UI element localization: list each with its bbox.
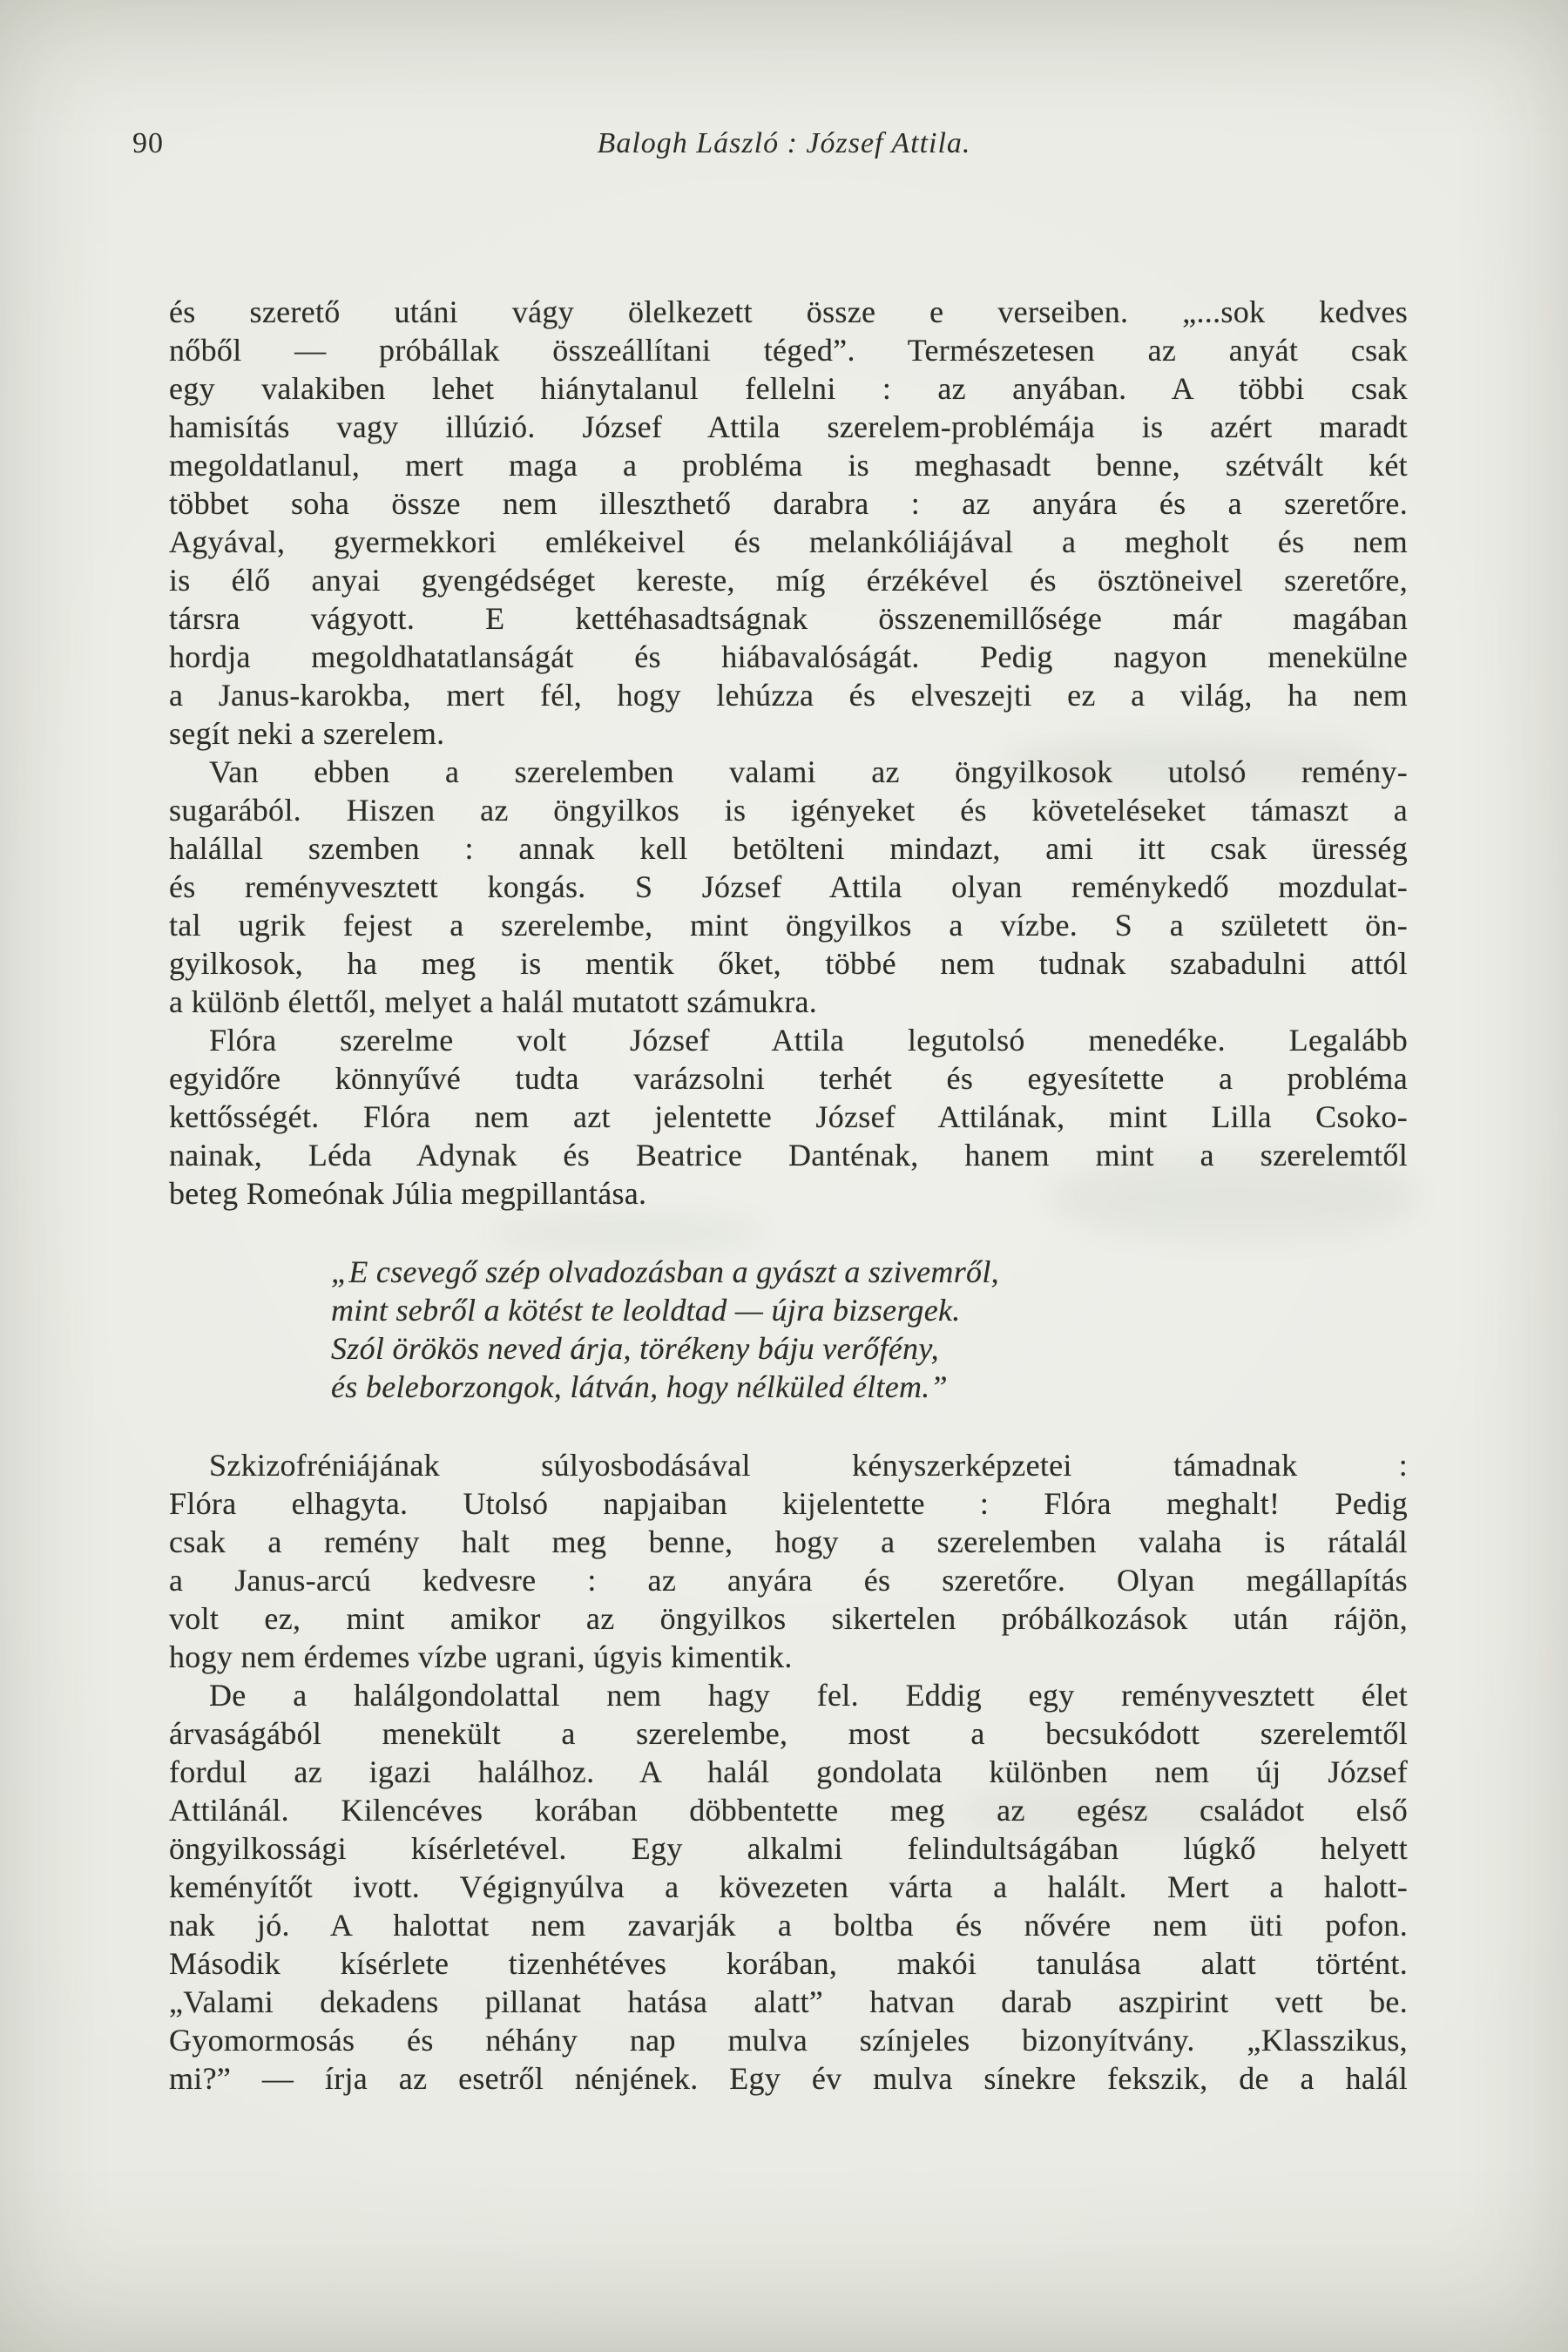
- page-text: [169, 293, 1408, 2098]
- verse-line: mint sebről a kötést te leoldtad — újra bizsergek.: [331, 1293, 961, 1328]
- text-line: Flóra szerelme volt József Attila legutolsó menedéke. Legalább: [209, 1023, 1408, 1058]
- text-line: volt ez, mint amikor az öngyilkos sikertelen próbálkozások után rájön,: [169, 1601, 1408, 1636]
- text-line: De a halálgondolattal nem hagy fel. Eddig egy reményvesztett élet: [209, 1678, 1408, 1713]
- text-line: kettősségét. Flóra nem azt jelentette József Attilának, mint Lilla Csoko-: [169, 1099, 1408, 1134]
- text-line: Van ebben a szerelemben valami az öngyilkosok utolsó remény-: [209, 754, 1408, 789]
- text-line: hordja megoldhatatlanságát és hiábavalóságát. Pedig nagyon menekülne: [169, 639, 1408, 674]
- verse-line: „E csevegő szép olvadozásban a gyászt a szivemről,: [331, 1254, 999, 1289]
- text-line: nainak, Léda Adynak és Beatrice Danténak, hanem mint a szerelemtől: [169, 1138, 1408, 1173]
- text-line: egy valakiben lehet hiánytalanul fellelni : az anyában. A többi csak: [169, 371, 1408, 406]
- running-header-title: Balogh László : József Attila.: [597, 127, 971, 159]
- text-line: és szerető utáni vágy ölelkezett össze e verseiben. „...sok kedves: [169, 294, 1408, 329]
- body-paragraph: [169, 293, 1408, 753]
- body-paragraph: [169, 753, 1408, 1021]
- text-line: csak a remény halt meg benne, hogy a szerelemben valaha is rátalál: [169, 1524, 1408, 1559]
- text-line: sugarából. Hiszen az öngyilkos is igényeket és követeléseket támaszt a: [169, 793, 1408, 828]
- text-line: megoldatlanul, mert maga a probléma is meghasadt benne, szétvált két: [169, 448, 1408, 483]
- running-header: [0, 127, 1568, 167]
- text-line: Szkizofréniájának súlyosbodásával kényszerképzetei támadnak :: [209, 1448, 1408, 1483]
- verse-line: Szól örökös neved árja, törékeny báju verőfény,: [331, 1331, 939, 1366]
- verse-line: és beleborzongok, látván, hogy nélküled éltem.”: [331, 1369, 948, 1404]
- page-number: 90: [132, 127, 164, 159]
- text-line: és reményvesztett kongás. S József Attila olyan reménykedő mozdulat-: [169, 869, 1408, 904]
- body-paragraph: [169, 1021, 1408, 1213]
- text-line: hamisítás vagy illúzió. József Attila szerelem-problémája is azért maradt: [169, 409, 1408, 444]
- text-line: árvaságából menekült a szerelembe, most a becsukódott szerelemtől: [169, 1716, 1408, 1751]
- text-line: a Janus-karokba, mert fél, hogy lehúzza és elveszejti ez a világ, ha nem: [169, 678, 1408, 713]
- verse-quote: [331, 1253, 1408, 1406]
- text-line: halállal szemben : annak kell betölteni mindazt, ami itt csak üresség: [169, 831, 1408, 866]
- text-line: segít neki a szerelem.: [169, 716, 445, 751]
- text-line: Flóra elhagyta. Utolsó napjaiban kijelentette : Flóra meghalt! Pedig: [169, 1486, 1408, 1521]
- text-line: fordul az igazi halálhoz. A halál gondolata különben nem új József: [169, 1754, 1408, 1789]
- text-line: „Valami dekadens pillanat hatása alatt” hatvan darab aszpirint vett be.: [169, 1984, 1408, 2019]
- body-paragraph: [169, 1676, 1408, 2098]
- text-line: nőből — próbállak összeállítani téged”. Természetesen az anyát csak: [169, 333, 1408, 368]
- text-line: Második kísérlete tizenhétéves korában, makói tanulása alatt történt.: [169, 1946, 1408, 1981]
- text-line: Attilánál. Kilencéves korában döbbentette meg az egész családot első: [169, 1793, 1408, 1828]
- text-line: hogy nem érdemes vízbe ugrani, úgyis kimentik.: [169, 1639, 793, 1674]
- text-line: mi?” — írja az esetről nénjének. Egy év mulva sínekre fekszik, de a halál: [169, 2061, 1408, 2096]
- text-line: egyidőre könnyűvé tudta varázsolni terhét és egyesítette a probléma: [169, 1061, 1408, 1096]
- text-line: társra vágyott. E kettéhasadtságnak összenemillősége már magában: [169, 601, 1408, 636]
- text-line: is élő anyai gyengédséget kereste, míg érzékével és ösztöneivel szeretőre,: [169, 563, 1408, 598]
- text-line: nak jó. A halottat nem zavarják a boltba és nővére nem üti pofon.: [169, 1908, 1408, 1943]
- text-line: tal ugrik fejest a szerelembe, mint öngyilkos a vízbe. S a született ön-: [169, 908, 1408, 943]
- text-line: Agyával, gyermekkori emlékeivel és melankóliájával a megholt és nem: [169, 524, 1408, 559]
- text-line: beteg Romeónak Júlia megpillantása.: [169, 1176, 647, 1211]
- text-line: öngyilkossági kísérletével. Egy alkalmi felindultságában lúgkő helyett: [169, 1831, 1408, 1866]
- text-line: Gyomormosás és néhány nap mulva színjeles bizonyítvány. „Klasszikus,: [169, 2023, 1408, 2058]
- text-line: a különb élettől, melyet a halál mutatott számukra.: [169, 984, 818, 1019]
- text-line: keményítőt ivott. Végignyúlva a kövezeten várta a halált. Mert a halott-: [169, 1869, 1408, 1904]
- text-line: gyilkosok, ha meg is mentik őket, többé nem tudnak szabadulni attól: [169, 946, 1408, 981]
- body-paragraph: [169, 1446, 1408, 1676]
- text-line: a Janus-arcú kedvesre : az anyára és szeretőre. Olyan megállapítás: [169, 1563, 1408, 1598]
- text-line: többet soha össze nem illeszthető darabra : az anyára és a szeretőre.: [169, 486, 1408, 521]
